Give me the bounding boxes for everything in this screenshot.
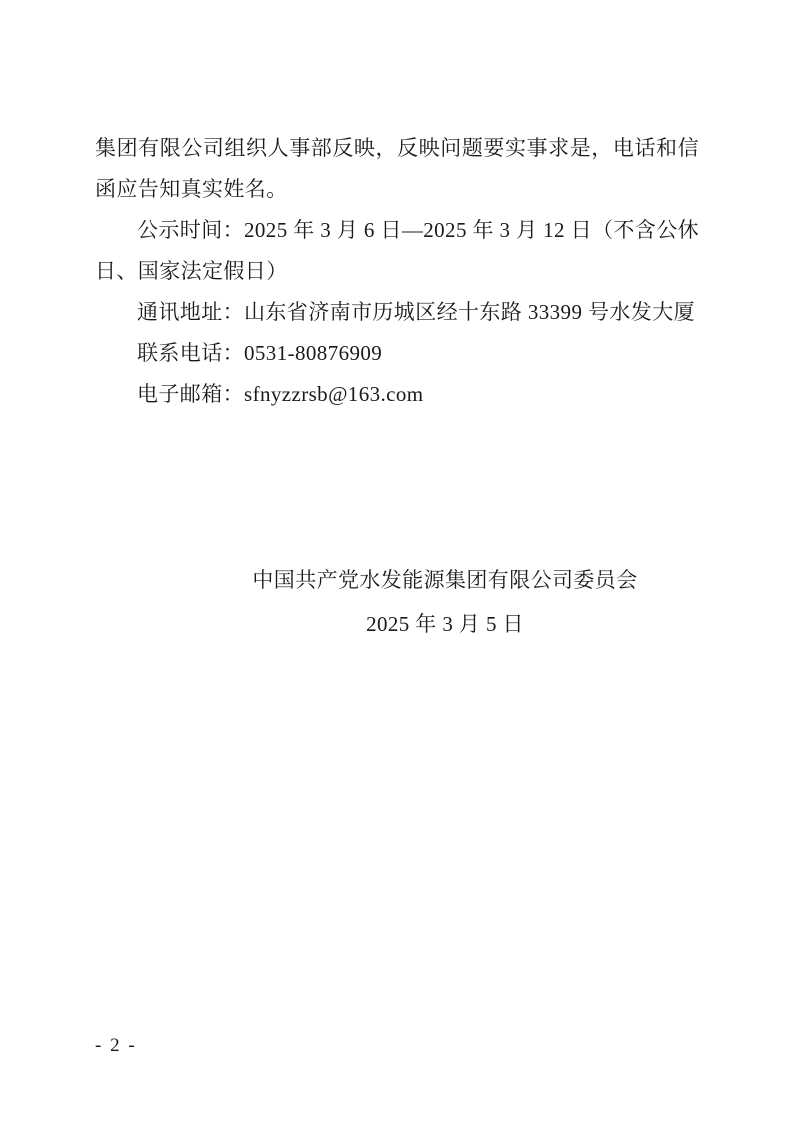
paragraph-continuation: 集团有限公司组织人事部反映，反映问题要实事求是，电话和信函应告知真实姓名。 [95, 136, 699, 201]
paragraph-mailing-address: 通讯地址：山东省济南市历城区经十东路 33399 号水发大厦 [137, 300, 695, 324]
paragraph-contact-phone: 联系电话：0531-80876909 [137, 341, 383, 365]
paragraph-publicity-period: 公示时间：2025 年 3 月 6 日—2025 年 3 月 12 日（不含公休日、国家法定假日） [95, 218, 699, 283]
signature-block [95, 558, 699, 646]
signature-date: 2025 年 3 月 5 日 [366, 612, 524, 636]
document-body [95, 128, 699, 415]
signature-organization: 中国共产党水发能源集团有限公司委员会 [252, 568, 638, 592]
paragraph-email: 电子邮箱：sfnyzzrsb@163.com [137, 382, 424, 406]
page-number: - 2 - [95, 1035, 137, 1056]
